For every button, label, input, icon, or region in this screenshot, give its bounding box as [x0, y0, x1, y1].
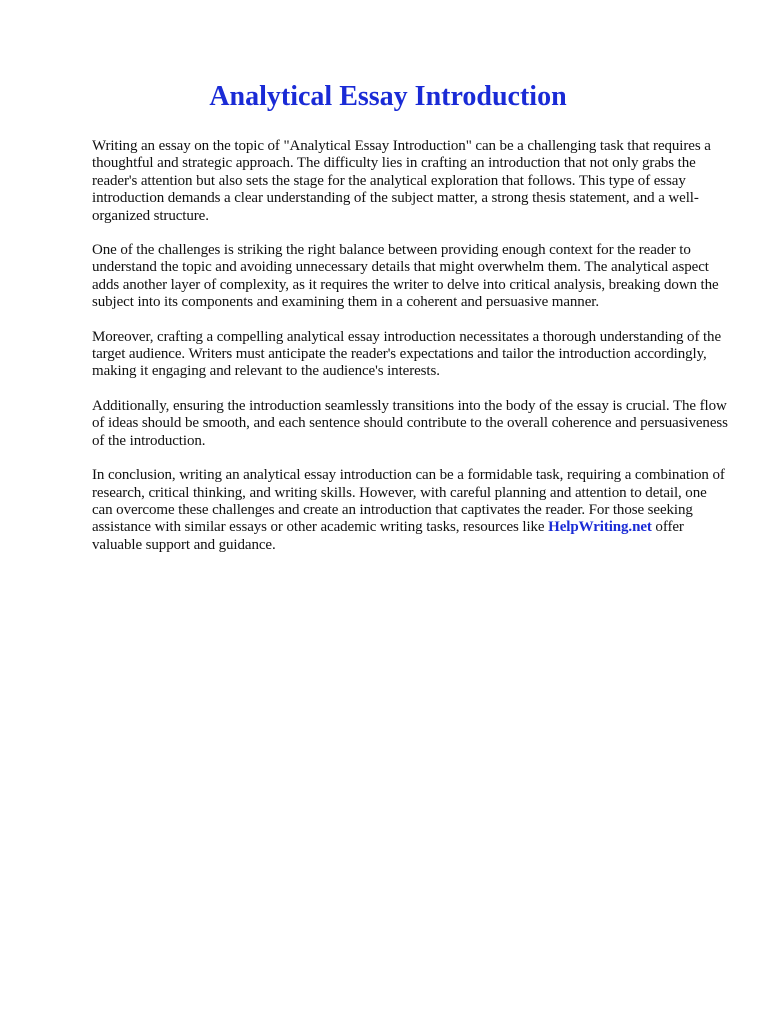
paragraph-3: Moreover, crafting a compelling analytical essay introduction necessitates a thorough understanding of the target audience. Writers must anticipate the reader's expectations and tailor the introduction accordingly, making it engaging and relevant to the audience's interests. [92, 328, 722, 380]
helpwriting-link[interactable]: HelpWriting.net [548, 519, 652, 536]
conclusion-tail: offer valuable support and guidance. [92, 519, 684, 553]
paragraph-1: Writing an essay on the topic of "Analytical Essay Introduction" can be a challenging task that requires a thoughtful and strategic approach. The difficulty lies in crafting an introduction that not only grabs the reader's attention but also sets the stage for the analytical exploration that follows. This type of essay introduction demands a clear understanding of the subject matter, a strong thesis statement, and a well-organized structure. [92, 138, 711, 224]
paragraph-2: One of the challenges is striking the right balance between providing enough context for the reader to understand the topic and avoiding unnecessary details that might overwhelm them. The analytical aspect adds another layer of complexity, as it requires the writer to delve into critical analysis, breaking down the subject into its components and examining them in a coherent and persuasive manner. [92, 242, 719, 311]
conclusion-text: In conclusion, writing an analytical essay introduction can be a formidable task, requiring a combination of research, critical thinking, and writing skills. However, with careful planning and attention to detail, one can overcome these challenges and create an introduction that captivates the reader. For those seeking assistance with similar essays or other academic writing tasks, resources like [92, 467, 725, 536]
document-title: Analytical Essay Introduction [209, 81, 567, 112]
paragraph-4: Additionally, ensuring the introduction seamlessly transitions into the body of the essay is crucial. The flow of ideas should be smooth, and each sentence should contribute to the overall coherence and persuasiveness of the introduction. [92, 397, 728, 449]
paragraph-conclusion [92, 467, 730, 554]
